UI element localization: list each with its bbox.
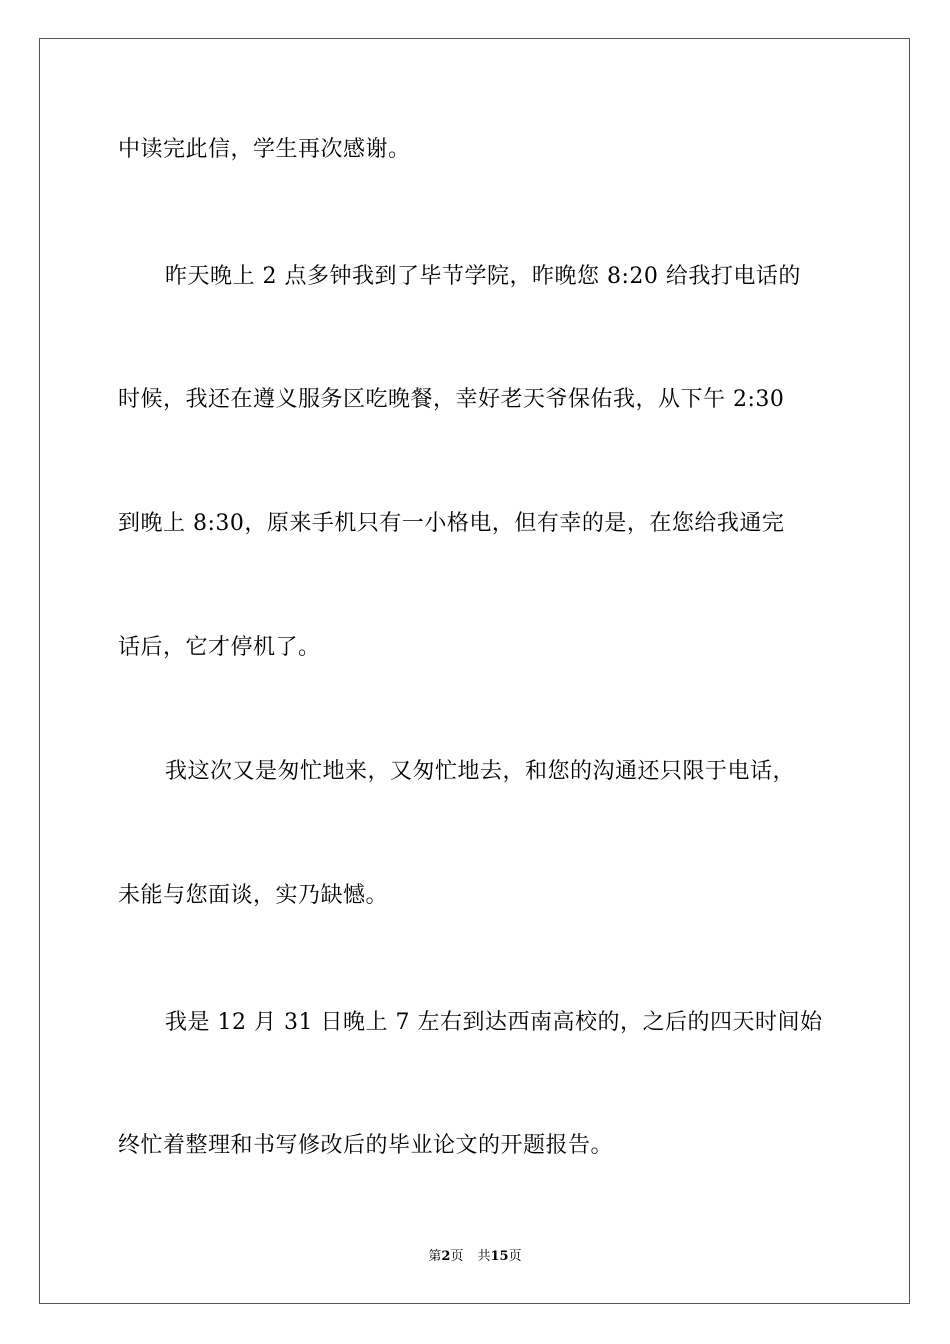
- footer-total-prefix: 共: [477, 1249, 491, 1264]
- page-footer: [0, 1248, 950, 1266]
- text-line-6: 我这次又是匆忙地来，又匆忙地去，和您的沟通还只限于电话，: [165, 759, 796, 784]
- text-line-4: 到晚上 8:30，原来手机只有一小格电，但有幸的是，在您给我通完: [118, 511, 785, 536]
- text-line-3: 时候，我还在遵义服务区吃晚餐，幸好老天爷保佑我，从下午 2:30: [118, 387, 785, 412]
- text-line-9: 终忙着整理和书写修改后的毕业论文的开题报告。: [118, 1133, 614, 1158]
- footer-page-prefix: 第: [428, 1249, 442, 1264]
- footer-page-suffix: 页: [450, 1249, 464, 1264]
- text-line-1: 中读完此信，学生再次感谢。: [118, 137, 411, 162]
- text-line-5: 话后，它才停机了。: [118, 635, 321, 660]
- footer-total-pages: 15: [490, 1249, 509, 1264]
- page-border: [39, 38, 910, 1304]
- footer-page-number: 2: [441, 1249, 451, 1264]
- footer-total-suffix: 页: [508, 1249, 522, 1264]
- text-line-2: 昨天晚上 2 点多钟我到了毕节学院，昨晚您 8:20 给我打电话的: [165, 264, 801, 289]
- text-line-8: 我是 12 月 31 日晚上 7 左右到达西南高校的，之后的四天时间始: [165, 1010, 823, 1035]
- text-line-7: 未能与您面谈，实乃缺憾。: [118, 883, 389, 908]
